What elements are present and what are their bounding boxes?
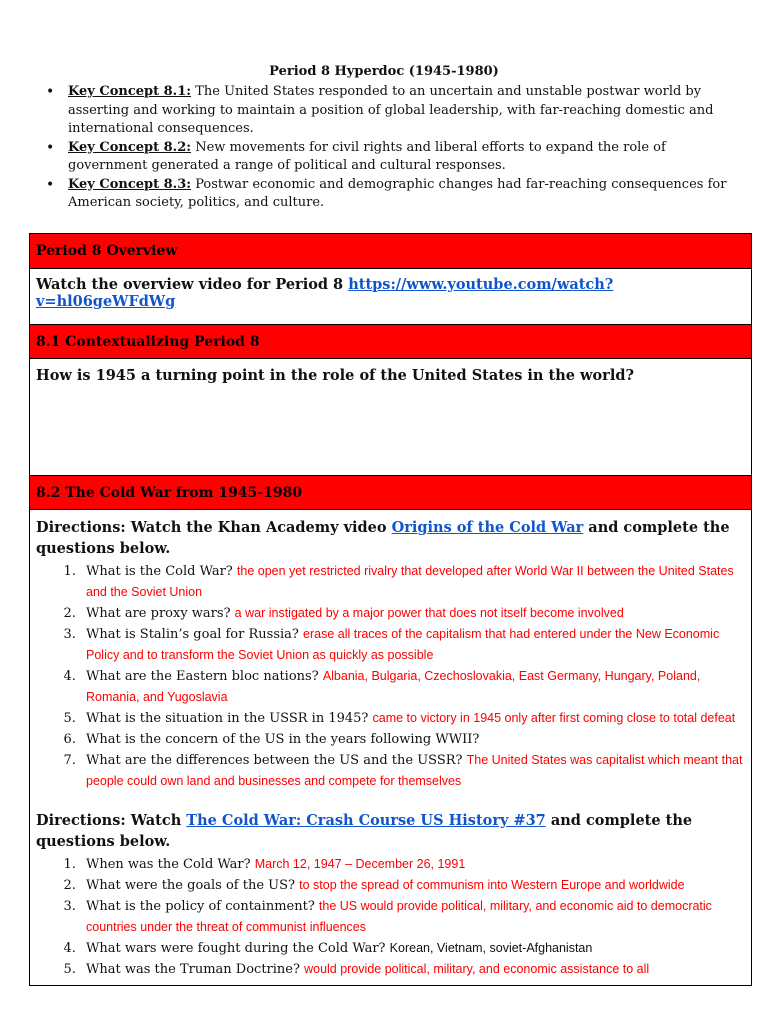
list-item	[80, 959, 745, 980]
question-text: When was the Cold War?	[86, 857, 255, 872]
key-concept-label: Key Concept 8.1:	[68, 84, 192, 99]
key-concepts-list	[44, 83, 744, 213]
key-concept-item	[44, 176, 744, 213]
question-text: What were the goals of the US?	[86, 878, 300, 893]
section-header-cold-war	[30, 475, 751, 510]
question-text: What are proxy wars?	[86, 606, 235, 621]
answer-text[interactable]: Korean, Vietnam, soviet-Afghanistan	[389, 941, 593, 955]
section-header-text: Period 8 Overview	[36, 243, 178, 259]
section-header-text: 8.1 Contextualizing Period 8	[36, 333, 260, 350]
section-header-context	[30, 324, 751, 359]
question-text: What is the situation in the USSR in 1945?	[86, 711, 373, 726]
list-item	[80, 938, 745, 959]
page-title: Period 8 Hyperdoc (1945-1980)	[269, 64, 499, 79]
key-concept-text: The United States responded to an uncertain and unstable postwar world by asserting and working to maintain a position of global leadership, with far-reaching domestic and international consequences.	[68, 84, 714, 136]
answer-text[interactable]: the US would provide political, military, and economic aid to democratic countries under the threat of communist influences	[86, 899, 712, 934]
overview-video-link[interactable]: https://www.youtube.com/watch?v=hl06geWFdWg	[36, 276, 614, 310]
list-item	[80, 561, 745, 603]
answer-text[interactable]: a war instigated by a major power that does not itself become involved	[234, 606, 624, 620]
directions-text: Directions: Watch	[36, 812, 187, 829]
question-text: What was the Truman Doctrine?	[86, 962, 305, 977]
question-text: What is the policy of containment?	[86, 899, 319, 914]
list-item	[80, 603, 745, 624]
answer-text[interactable]: the open yet restricted rivalry that developed after World War II between the United States and the Soviet Union	[86, 564, 734, 599]
question-text: What is Stalin’s goal for Russia?	[86, 627, 303, 642]
directions-2	[36, 810, 745, 852]
question-text: What are the differences between the US and the USSR?	[86, 753, 467, 768]
answer-text[interactable]: would provide political, military, and economic assistance to all	[304, 962, 650, 976]
key-concept-label: Key Concept 8.3:	[68, 176, 192, 192]
list-item	[80, 854, 745, 875]
key-concept-text: New movements for civil rights and liberal efforts to expand the role of government generated a range of political and cultural responses.	[68, 139, 666, 173]
overview-cell	[30, 269, 751, 324]
key-concept-label: Key Concept 8.2:	[68, 139, 192, 155]
question-text: What wars were fought during the Cold War?	[86, 941, 390, 956]
list-item	[80, 708, 745, 729]
directions-text: and complete the questions below.	[36, 519, 730, 557]
list-item	[80, 875, 745, 896]
question-text: What is the concern of the US in the years following WWII?	[86, 732, 480, 747]
list-item	[80, 666, 745, 708]
context-question: How is 1945 a turning point in the role of the United States in the world?	[36, 367, 634, 384]
list-item	[80, 624, 745, 666]
question-text: What are the Eastern bloc nations?	[86, 669, 323, 684]
answer-text[interactable]: Albania, Bulgaria, Czechoslovakia, East Germany, Hungary, Poland, Romania, and Yugoslavia	[86, 669, 701, 704]
list-item	[80, 896, 745, 938]
question-list-1	[36, 561, 745, 792]
question-list-2	[36, 854, 745, 980]
overview-prompt: Watch the overview video for Period 8	[36, 276, 349, 293]
section-header-text: 8.2 The Cold War from 1945-1980	[36, 484, 303, 501]
khan-video-link[interactable]: Origins of the Cold War	[391, 519, 584, 536]
answer-text[interactable]: March 12, 1947 – December 26, 1991	[254, 857, 466, 871]
answer-text[interactable]: to stop the spread of communism into Western Europe and worldwide	[299, 878, 685, 892]
answer-text[interactable]: The United States was capitalist which meant that people could own land and businesses and compete for themselves	[86, 753, 743, 788]
key-concept-text: Postwar economic and demographic changes had far-reaching consequences for American society, politics, and culture.	[68, 176, 727, 210]
context-cell	[30, 359, 751, 475]
answer-text[interactable]: came to victory in 1945 only after first coming close to total defeat	[372, 711, 736, 725]
crash-course-link[interactable]: The Cold War: Crash Course US History #37	[186, 812, 546, 829]
key-concept-item	[44, 83, 744, 139]
directions-text: Directions: Watch the Khan Academy video	[36, 519, 392, 536]
list-item	[80, 729, 745, 750]
section-header-overview	[30, 234, 751, 269]
answer-text[interactable]: erase all traces of the capitalism that had entered under the New Economic Policy and to transform the Soviet Union as quickly as possible	[86, 627, 720, 662]
directions-text: and complete the questions below.	[36, 812, 693, 850]
directions-1	[36, 517, 745, 559]
cold-war-cell	[30, 510, 751, 988]
key-concept-item	[44, 139, 744, 176]
question-text: What is the Cold War?	[86, 564, 237, 579]
list-item	[80, 750, 745, 792]
hyperdoc-table	[29, 233, 752, 986]
